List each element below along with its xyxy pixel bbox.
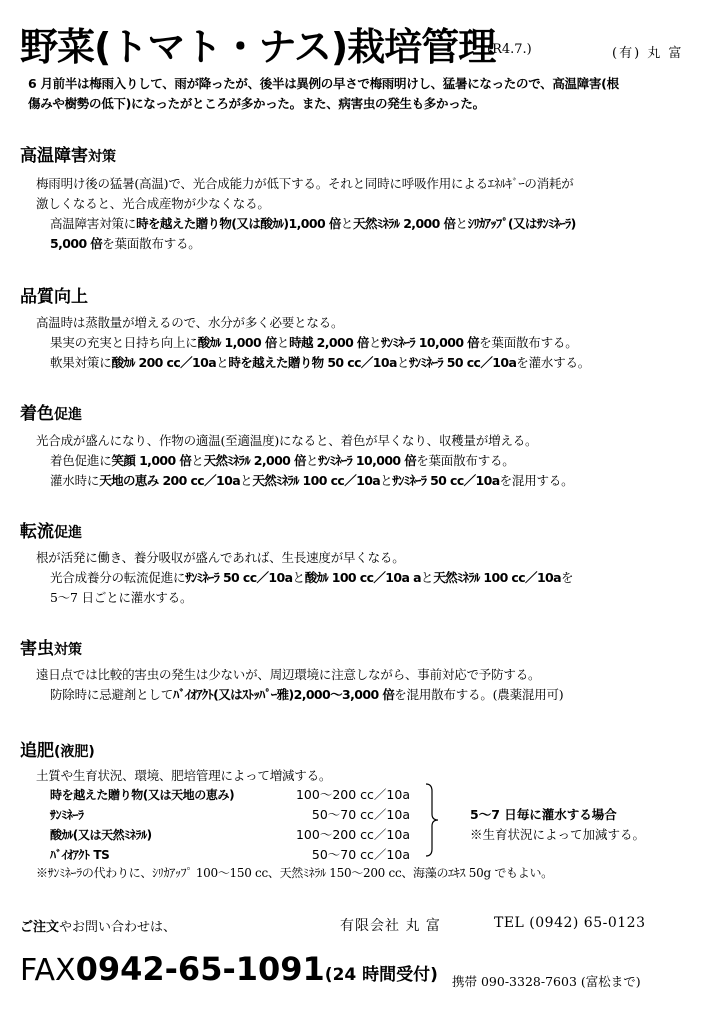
text: を灌水する。	[516, 355, 591, 370]
topdressing-line-1: 土質や生育状況、環境、肥培管理によって増減する。	[36, 768, 332, 783]
product: 時越 2,000 倍	[289, 335, 369, 350]
heading-main: 品質向上	[20, 287, 88, 307]
coloring-line-1: 光合成が盛んになり、作物の適温(至適温度)になると、着色が早くなり、収穫量が増える。	[36, 433, 538, 448]
coloring-line-2	[50, 451, 515, 469]
section-heading-topdressing	[20, 736, 95, 761]
company-name: 有限会社 丸 富	[340, 918, 441, 934]
text: と	[216, 355, 229, 370]
heading-main: 害虫	[20, 639, 54, 659]
fertilizer-amount: 50～70 cc／10a	[311, 847, 410, 862]
issue-date: (R4.7.)	[487, 42, 532, 57]
text: と	[305, 453, 319, 468]
product: ｼﾘｶｱｯﾌﾟ(又はｻﾝﾐﾈｰﾗ)	[467, 216, 576, 231]
order-rest: やお問い合わせは、	[59, 920, 177, 935]
heading-main: 転流	[20, 522, 54, 542]
section-heading-heat	[20, 141, 116, 166]
text: と	[380, 473, 393, 488]
fax-label: FAX	[20, 953, 76, 988]
product: 天然ﾐﾈﾗﾙ 100 cc／10a	[433, 570, 561, 585]
product: 笑顔 1,000 倍	[111, 453, 192, 468]
text: と	[396, 355, 410, 370]
fertilizer-amount: 100～200 cc／10a	[295, 827, 410, 842]
product: 天然ﾐﾈﾗﾙ 2,000 倍	[353, 216, 456, 231]
section-heading-coloring	[20, 399, 82, 424]
product: ﾊﾞｲｵｱｸﾄ(又はｽﾄｯﾊﾟｰ雅)2,000～3,000 倍	[173, 687, 395, 702]
product: ｻﾝﾐﾈｰﾗ 10,000 倍	[318, 453, 417, 468]
fertilizer-name: 時を越えた贈り物(又は天地の恵み)	[50, 788, 235, 802]
heading-main: 着色	[20, 404, 54, 424]
adjust-note: ※生育状況によって加減する。	[470, 827, 646, 842]
company-short: (有) 丸 富	[612, 46, 684, 61]
text: と	[240, 473, 253, 488]
text: を	[560, 570, 574, 585]
fertilizer-amount: 50～70 cc／10a	[311, 807, 410, 822]
order-inquiry	[20, 916, 176, 935]
product: 天然ﾐﾈﾗﾙ 2,000 倍	[203, 453, 306, 468]
text: 灌水時に	[50, 473, 100, 488]
heat-line-1: 梅雨明け後の猛暑(高温)で、光合成能力が低下する。それと同時に呼吸作用によるｴﾈﾙｷﾞｰの消耗が	[36, 176, 574, 191]
text: 高温障害対策に	[50, 216, 137, 231]
text: と	[455, 216, 468, 231]
heading-suffix: 対策	[54, 642, 82, 658]
right-brace	[425, 783, 439, 857]
intro-line-2: 傷みや樹勢の低下)になったがところが多かった。また、病害虫の発生も多かった。	[28, 96, 485, 111]
text: 防除時に忌避剤として	[50, 687, 174, 702]
translocation-line-2	[50, 568, 573, 586]
text: を葉面散布する。	[102, 236, 201, 251]
text: 軟果対策に	[50, 355, 112, 370]
product: 酸ｶﾙ 1,000 倍	[197, 335, 277, 350]
product: 天地の恵み 200 cc／10a	[99, 473, 241, 488]
heat-line-3	[50, 214, 576, 232]
mobile-phone: 携帯 090-3328-7603 (富松まで)	[452, 974, 641, 989]
heading-main: 追肥	[20, 741, 54, 761]
text: を葉面散布する。	[479, 335, 578, 350]
watering-note: 5～7 日毎に灌水する場合	[470, 807, 617, 822]
text: と	[368, 335, 382, 350]
product: 時を越えた贈り物(又は酸ｶﾙ)1,000 倍	[136, 216, 341, 231]
text: を混用散布する。(農薬混用可)	[394, 687, 564, 702]
section-heading-quality	[20, 282, 88, 307]
text: を葉面散布する。	[416, 453, 515, 468]
fertilizer-amount: 100～200 cc／10a	[295, 787, 410, 802]
text: を混用する。	[499, 473, 574, 488]
fertilizer-name: ｻﾝﾐﾈｰﾗ	[50, 808, 84, 822]
order-bold: ご注文	[20, 920, 60, 935]
text: 果実の充実と日持ち向上に	[50, 335, 198, 350]
page-title: 野菜(トマト・ナス)栽培管理	[20, 25, 496, 69]
fertilizer-name: ﾊﾞｲｵｱｸﾄ TS	[50, 848, 110, 862]
text: 着色促進に	[50, 453, 112, 468]
heading-main: 高温障害	[20, 146, 88, 166]
heading-suffix: 促進	[54, 525, 82, 541]
text: と	[340, 216, 354, 231]
heading-suffix: 対策	[88, 149, 116, 165]
heading-suffix: (液肥)	[54, 744, 95, 760]
heat-line-2: 激しくなると、光合成産物が少なくなる。	[36, 196, 270, 211]
text: 光合成養分の転流促進に	[50, 570, 186, 585]
fax-hours: (24 時間受付)	[324, 965, 438, 985]
heat-line-4	[50, 234, 201, 252]
product: 天然ﾐﾈﾗﾙ 100 cc／10a	[252, 473, 381, 488]
section-heading-pest	[20, 634, 82, 659]
quality-line-2	[50, 333, 578, 351]
pest-line-2	[50, 685, 564, 703]
translocation-line-1: 根が活発に働き、養分吸収が盛んであれば、生長速度が早くなる。	[36, 550, 405, 565]
text: と	[420, 570, 434, 585]
translocation-line-3: 5～7 日ごとに灌水する。	[50, 590, 193, 605]
product: 5,000 倍	[50, 236, 103, 251]
heading-suffix: 促進	[54, 407, 82, 423]
product: 酸ｶﾙ 200 cc／10a	[111, 355, 217, 370]
product: ｻﾝﾐﾈｰﾗ 50 cc／10a	[185, 570, 293, 585]
product: 酸ｶﾙ 100 cc／10a a	[304, 570, 421, 585]
product: 時を越えた贈り物 50 cc／10a	[228, 355, 397, 370]
product: ｻﾝﾐﾈｰﾗ 10,000 倍	[381, 335, 480, 350]
intro-line-1: 6 月前半は梅雨入りして、雨が降ったが、後半は異例の早さで梅雨明けし、猛暑になったので、高温障害(根	[28, 76, 619, 91]
quality-line-1: 高温時は蒸散量が増えるので、水分が多く必要となる。	[36, 315, 344, 330]
fertilizer-name: 酸ｶﾙ(又は天然ﾐﾈﾗﾙ)	[50, 828, 152, 842]
section-heading-translocation	[20, 517, 82, 542]
text: と	[191, 453, 204, 468]
text: と	[276, 335, 290, 350]
pest-line-1: 遠日点では比較的害虫の発生は少ないが、周辺環境に注意しながら、事前対応で予防する。	[36, 667, 541, 682]
fax-line	[20, 950, 438, 988]
coloring-line-3	[50, 471, 573, 489]
text: と	[292, 570, 305, 585]
footnote: ※ｻﾝﾐﾈｰﾗの代わりに、ｼﾘｶｱｯﾌﾟ 100～150 cc、天然ﾐﾈﾗﾙ 150～200 cc、海藻のｴｷｽ 50g でもよい。	[36, 866, 553, 880]
quality-line-3	[50, 353, 590, 371]
product: ｻﾝﾐﾈｰﾗ 50 cc／10a	[392, 473, 500, 488]
telephone: TEL (0942) 65-0123	[494, 915, 646, 931]
fax-number: 0942-65-1091	[75, 950, 325, 988]
product: ｻﾝﾐﾈｰﾗ 50 cc／10a	[409, 355, 517, 370]
